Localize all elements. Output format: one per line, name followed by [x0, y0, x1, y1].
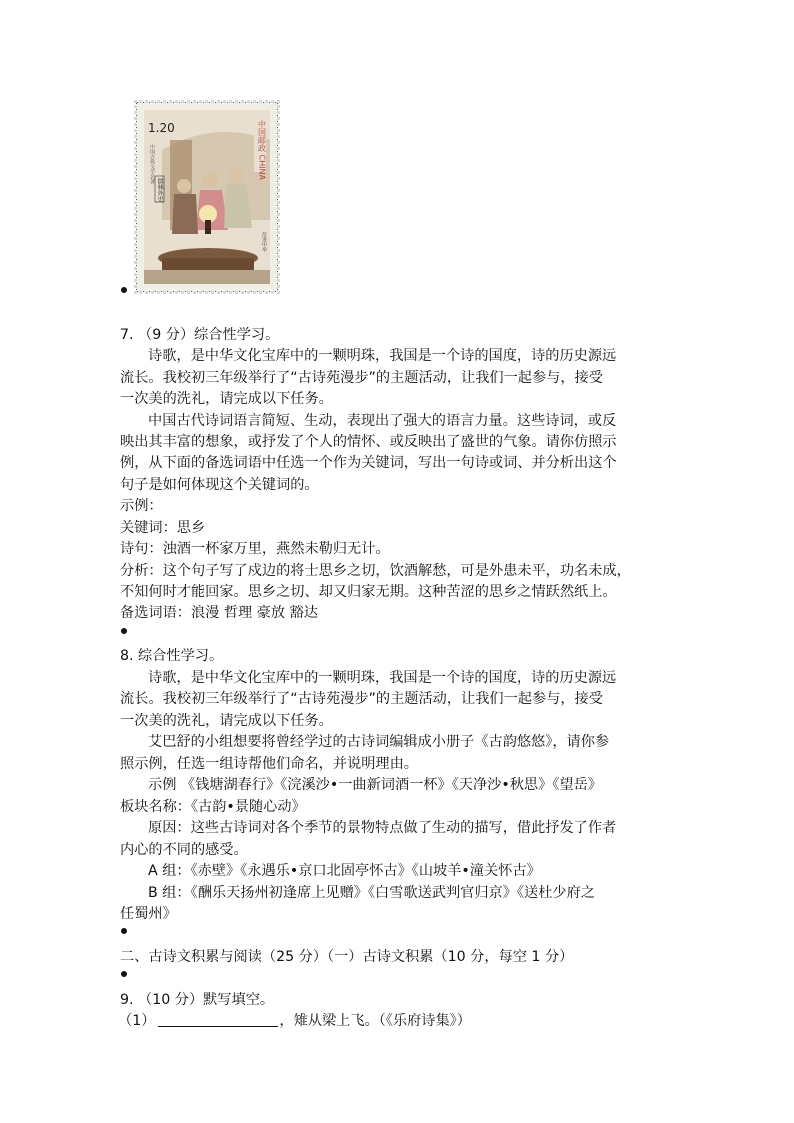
- q8-paragraph2-line: 照示例，任选一组诗帮他们命名，并说明理由。: [120, 756, 418, 772]
- q7-verse: 诗句：浊酒一杯家万里，燕然未勒归无计。: [120, 541, 390, 557]
- q7-analysis-line: 不知何时才能回家。思乡之切、却又归家无期。这种苦涩的思乡之情跃然纸上。: [120, 584, 617, 600]
- q9-item1-text: ，雉从梁上飞。（《乐府诗集》）: [279, 1013, 471, 1029]
- section2-heading: 二、古诗文积累与阅读（25 分）（一）古诗文积累（10 分，每空 1 分）: [120, 949, 574, 965]
- q7-paragraph2-line: 句子是如何体现这个关键词的。: [120, 477, 319, 493]
- q8-reason-line: 原因：这些古诗词对各个季节的景物特点做了生动的描写，借此抒发了作者: [148, 820, 617, 836]
- q7-example-label: 示例：: [120, 498, 163, 514]
- bullet: [121, 928, 127, 934]
- q8-section-name: 板块名称：《古韵•景随心动》: [120, 799, 306, 815]
- bullet: [121, 971, 127, 977]
- q8-paragraph1-line: 诗歌，是中华文化宝库中的一颗明珠，我国是一个诗的国度，诗的历史源远: [148, 670, 617, 686]
- q7-analysis-line: 分析：这个句子写了戍边的将士思乡之切，饮酒解愁，可是外患未平，功名未成，: [120, 563, 631, 579]
- stamp-label: 儒林外史: [156, 178, 163, 202]
- q7-paragraph1-line: 流长。我校初三年级举行了“古诗苑漫步”的主题活动，让我们一起参与，接受: [120, 370, 603, 386]
- q8-paragraph1-line: 流长。我校初三年级举行了“古诗苑漫步”的主题活动，让我们一起参与，接受: [120, 691, 603, 707]
- q9-item1: [118, 1011, 471, 1032]
- q8-group-b-line: 任蜀州》: [120, 906, 177, 922]
- q7-paragraph2-line: 例，从下面的备选词语中任选一个作为关键词，写出一句诗或词、并分析出这个: [120, 455, 617, 471]
- q7-keyword: 关键词：思乡: [120, 520, 206, 536]
- q9-item1-number: （1）: [118, 1013, 156, 1029]
- bullet: [121, 628, 127, 634]
- q7-paragraph2-line: 映出其丰富的想象，或抒发了个人的情怀、或反映出了盛世的气象。请你仿照示: [120, 434, 617, 450]
- q8-paragraph2-line: 艾巴舒的小组想要将曾经学过的古诗词编辑成小册子《古韵悠悠》，请你参: [148, 734, 610, 750]
- q7-paragraph2-line: 中国古代诗词语言简短、生动，表现出了强大的语言力量。这些诗词，或反: [148, 413, 617, 429]
- q8-group-a: A 组：《赤壁》《永遇乐•京口北固亭怀古》《山坡羊•潼关怀古》: [148, 863, 541, 879]
- bullet: [121, 287, 127, 293]
- stamp-artwork: [144, 110, 270, 284]
- q8-group-b-line: B 组：《酬乐天扬州初逢席上见赠》《白雪歌送武判官归京》《送杜少府之: [148, 885, 595, 901]
- stamp-caption: 范进中举: [261, 232, 267, 252]
- q7-heading: 7. （9 分）综合性学习。: [120, 327, 280, 343]
- q8-heading: 8. 综合性学习。: [120, 648, 224, 664]
- q7-paragraph1-line: 诗歌，是中华文化宝库中的一颗明珠，我国是一个诗的国度，诗的历史源远: [148, 348, 617, 364]
- q7-paragraph1-line: 一次美的洗礼，请完成以下任务。: [120, 391, 333, 407]
- stamp-denomination: 1.20: [148, 121, 175, 135]
- q8-example: 示例 《钱塘湖春行》《浣溪沙•一曲新词酒一杯》《天净沙•秋思》《望岳》: [148, 777, 602, 793]
- stamp-illustration: [144, 110, 270, 284]
- stamp-country: 中国邮政 CHINA: [257, 120, 267, 180]
- stamp-image: [136, 102, 278, 292]
- q8-paragraph1-line: 一次美的洗礼，请完成以下任务。: [120, 713, 333, 729]
- q7-options: 备选词语：浪漫 哲理 豪放 豁达: [120, 605, 318, 621]
- q8-reason-line: 内心的不同的感受。: [120, 842, 248, 858]
- q9-item1-blank[interactable]: [158, 1011, 278, 1027]
- q9-heading: 9. （10 分）默写填空。: [120, 992, 275, 1008]
- stamp-series: 中国古典文学名著: [149, 144, 155, 184]
